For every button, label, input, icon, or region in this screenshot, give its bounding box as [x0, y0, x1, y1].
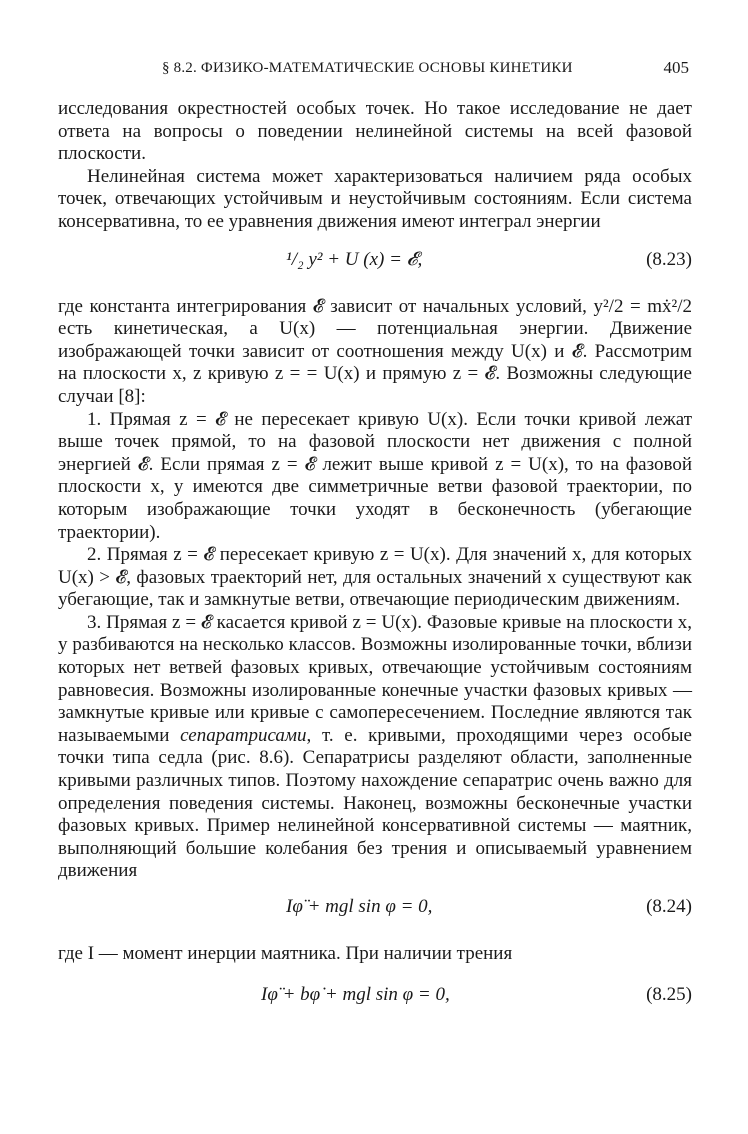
- paragraph-3: где константа интегрирования 𝓔 зависит от начальных условий, y²/2 = mẋ²/2 есть кинетическая, а U(x) — потенциальная энергии. Движение изображающей точки зависит от соотношения между U(x) и 𝓔. Рассмотрим на плоскости x, z кривую z = = U(x) и прямую z = 𝓔. Возможны следующие случаи [8]:: [58, 295, 692, 407]
- book-page: [58, 50, 692, 1016]
- equation-number: (8.25): [646, 983, 692, 1005]
- equation-number: (8.24): [646, 896, 692, 917]
- equation-formula: Iφ̈ + mgl sin φ = 0,: [286, 896, 433, 917]
- page-number: 405: [663, 58, 689, 77]
- section-title: § 8.2. ФИЗИКО-МАТЕМАТИЧЕСКИЕ ОСНОВЫ КИНЕТИКИ: [162, 60, 573, 76]
- running-head: [58, 50, 692, 84]
- paragraph-case-1: 1. Прямая z = 𝓔 не пересекает кривую U(x). Если точки кривой лежат выше точек прямой, то на фазовой плоскости нет движения с полной энергией 𝓔. Если прямая z = 𝓔 лежит выше кривой z = U(x), то на фазовой плоскости x, y имеются две симметричные ветви фазовой траектории, по которым изображающие точки уходят в бесконечность (убегающие траектории).: [58, 408, 692, 543]
- body-text: [58, 98, 692, 1016]
- equation-8-24: [58, 883, 692, 943]
- equation-8-25: [58, 966, 692, 1016]
- paragraph-case-3-part-a: 3. Прямая z = 𝓔 касается кривой z = U(x). Фазовые кривые на плоскости x, y разбиваются на несколько классов. Возможны изолированные точки, вблизи которых нет ветвей фазовых кривых, отвечающие устойчивым состояниям равновесия. Возможны изолированные конечные участки фазовых кривых — замкнутые кривые или кривые с самопересечением. Последние являются так называемыми: [58, 611, 692, 746]
- equation-8-23: [58, 234, 692, 296]
- equation-formula: Iφ̈ + bφ̇ + mgl sin φ = 0,: [261, 983, 450, 1005]
- paragraph-case-3: [58, 612, 692, 883]
- paragraph-7: где I — момент инерции маятника. При наличии трения: [58, 943, 513, 964]
- equation-formula: ¹/₂ y² + U (x) = 𝓔,: [286, 248, 423, 270]
- paragraph-2: Нелинейная система может характеризоваться наличием ряда особых точек, отвечающих устойчивым и неустойчивым состояниям. Если система консервативна, то ее уравнения движения имеют интеграл энергии: [58, 165, 692, 232]
- paragraph-case-2: 2. Прямая z = 𝓔 пересекает кривую z = U(x). Для значений x, для которых U(x) > 𝓔, фазовых траекторий нет, для остальных значений x существуют как убегающие, так и замкнутые ветви, отвечающие периодическим движениям.: [58, 544, 692, 611]
- paragraph-1: исследования окрестностей особых точек. Но такое исследование не дает ответа на вопросы о поведении нелинейной системы на всей фазовой плоскости.: [58, 98, 692, 165]
- paragraph-case-3-part-b: , т. е. кривыми, проходящими через особые точки типа седла (рис. 8.6). Сепаратрисы разделяют области, заполненные кривыми различных типов. Поэтому нахождение сепаратрис очень важно для определения поведения системы. Наконец, возможны бесконечные участки фазовых кривых. Пример нелинейной консервативной системы — маятник, выполняющий большие колебания без трения и описываемый уравнением движения: [58, 724, 692, 882]
- equation-number: (8.23): [646, 248, 692, 270]
- emphasis-term: сепаратрисами: [180, 724, 307, 746]
